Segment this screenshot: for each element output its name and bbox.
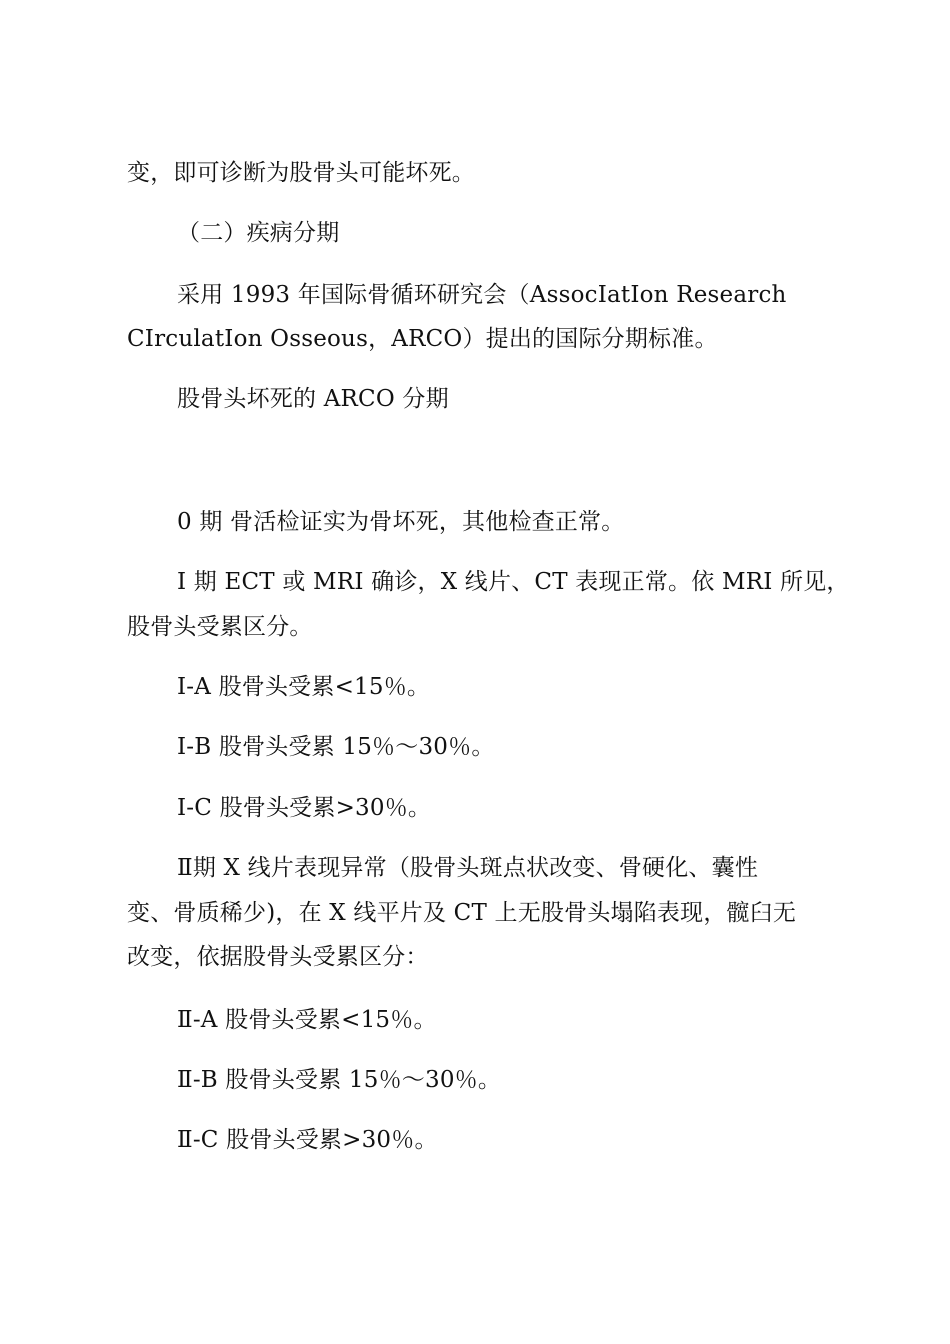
stage-line: Ⅱ期 X 线片表现异常（股骨头斑点状改变、骨硬化、囊性: [177, 855, 759, 881]
substage-line: I-A 股骨头受累<15％。: [177, 674, 431, 700]
paragraph-line: 股骨头受累区分。: [127, 614, 313, 640]
substage-line: I-C 股骨头受累>30％。: [177, 795, 432, 821]
substage-line: I-B 股骨头受累 15％～30％。: [177, 734, 495, 760]
stage-line: I 期 ECT 或 MRI 确诊，X 线片、CT 表现正常。依 MRI 所见，: [177, 569, 850, 595]
substage-line: Ⅱ-B 股骨头受累 15％～30％。: [177, 1067, 502, 1093]
section-heading: （二）疾病分期: [177, 220, 340, 246]
stage-line: 0 期 骨活检证实为骨坏死，其他检查正常。: [177, 509, 625, 535]
paragraph-line: CIrculatIon Osseous，ARCO）提出的国际分期标准。: [127, 326, 718, 352]
paragraph-line: 变，即可诊断为股骨头可能坏死。: [127, 160, 475, 186]
table-caption: 股骨头坏死的 ARCO 分期: [177, 386, 449, 412]
substage-line: Ⅱ-C 股骨头受累>30％。: [177, 1127, 438, 1153]
paragraph-line: 改变，依据股骨头受累区分：: [127, 944, 429, 970]
paragraph-line: 变、骨质稀少)，在 X 线平片及 CT 上无股骨头塌陷表现，髋臼无: [127, 900, 797, 926]
substage-line: Ⅱ-A 股骨头受累<15％。: [177, 1007, 437, 1033]
paragraph-line: 采用 1993 年国际骨循环研究会（AssocIatIon Research: [177, 282, 787, 308]
